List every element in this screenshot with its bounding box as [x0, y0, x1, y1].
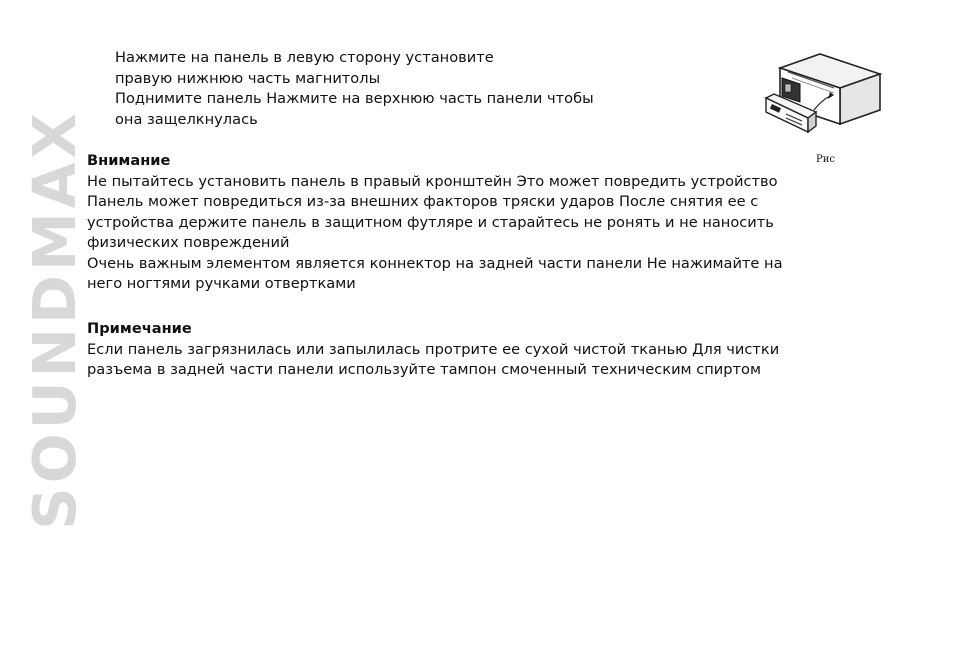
brand-watermark [19, 36, 89, 602]
figure-caption: Рис [816, 154, 835, 165]
warning-line: Очень важным элементом является коннектор на задней части панели Не нажимайте на [87, 254, 783, 272]
step-line: она защелкнулась [115, 110, 258, 128]
note-section [87, 319, 779, 381]
step-line: правую нижнюю часть магнитолы [115, 69, 381, 87]
note-heading: Примечание [87, 320, 192, 337]
warning-line: него ногтями ручками отвертками [87, 275, 356, 292]
warning-line: физических повреждений [87, 234, 290, 251]
car-stereo-panel-illustration-icon [752, 48, 882, 148]
warning-heading: Внимание [87, 152, 171, 169]
warning-line: Панель может повредиться из-за внешних факторов тряски ударов После снятия ее с [87, 193, 759, 210]
note-line: Если панель загрязнилась или запылилась протрите ее сухой чистой тканью Для чистки [87, 340, 780, 358]
brand-logo-text: SOUNDMAX [19, 108, 89, 530]
warning-section [87, 151, 783, 295]
installation-steps [115, 48, 594, 130]
warning-line: Не пытайтесь установить панель в правый кронштейн Это может повредить устройство [87, 172, 778, 190]
warning-line: устройства держите панель в защитном футляре и старайтесь не ронять и не наносить [87, 213, 774, 231]
note-line: разъема в задней части панели используйте тампон смоченный техническим спиртом [87, 361, 761, 378]
step-line: Нажмите на панель в левую сторону установите [115, 49, 494, 66]
step-line: Поднимите панель Нажмите на верхнюю часть панели чтобы [115, 90, 594, 107]
